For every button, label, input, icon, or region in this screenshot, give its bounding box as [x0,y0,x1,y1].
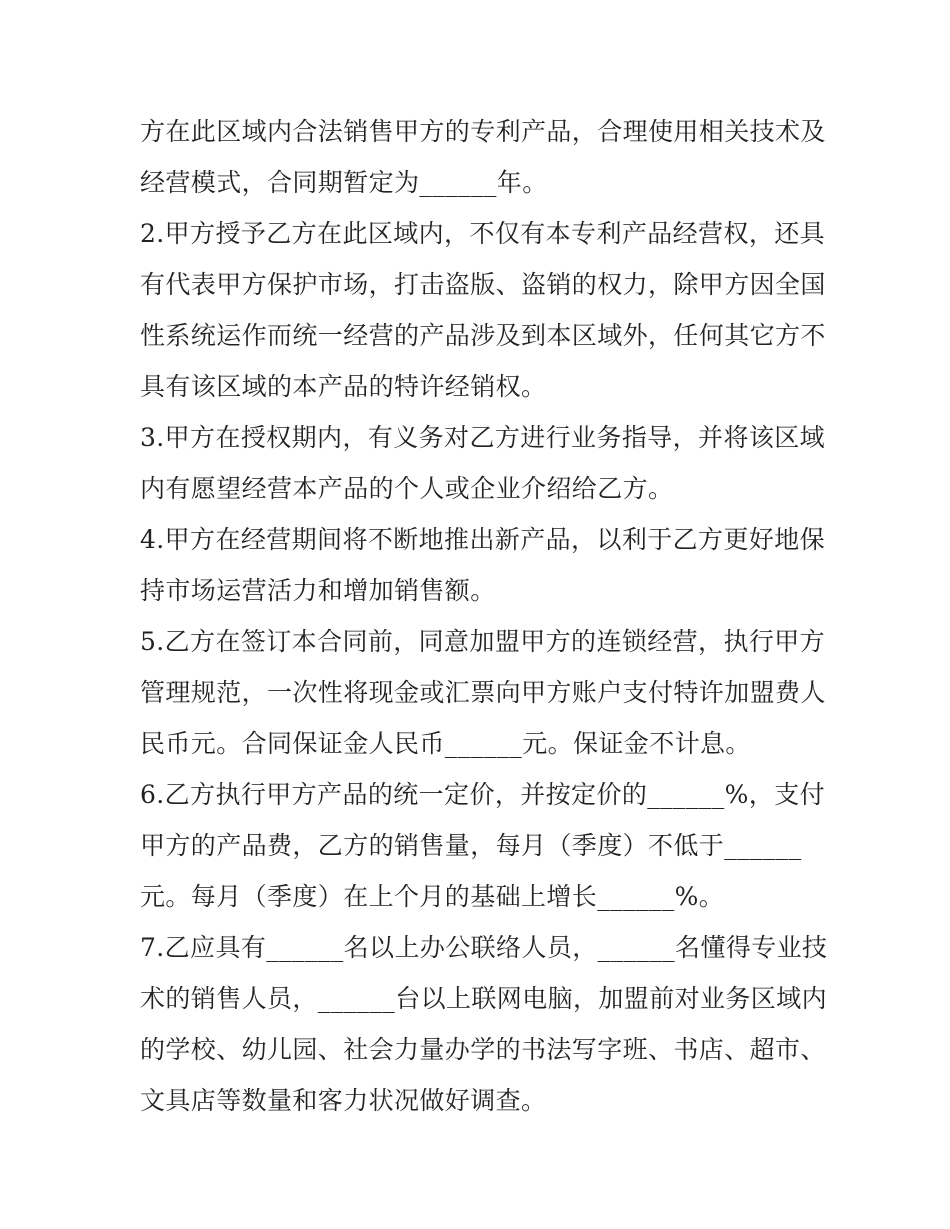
text-line: 术的销售人员，______台以上联网电脑，加盟前对业务区域内 [140,984,828,1013]
text-line: 具有该区域的本产品的特许经销权。 [140,372,547,401]
text-line: 6.乙方执行甲方产品的统一定价，并按定价的______%，支付 [140,780,826,809]
text-line: 3.甲方在授权期内，有义务对乙方进行业务指导，并将该区域 [140,423,826,452]
text-line: 经营模式，合同期暂定为______年。 [140,168,548,197]
text-line: 4.甲方在经营期间将不断地推出新产品，以利于乙方更好地保 [140,525,826,554]
text-line: 管理规范，一次性将现金或汇票向甲方账户支付特许加盟费人 [140,678,826,707]
text-line: 7.乙应具有______名以上办公联络人员，______名懂得专业技 [140,933,828,962]
text-line: 2.甲方授予乙方在此区域内，不仅有本专利产品经营权，还具 [140,219,826,248]
text-line: 元。每月（季度）在上个月的基础上增长______%。 [140,882,725,911]
text-line: 的学校、幼儿园、社会力量办学的书法写字班、书店、超市、 [140,1035,826,1064]
text-line: 持市场运营活力和增加销售额。 [140,576,496,605]
text-line: 有代表甲方保护市场，打击盗版、盗销的权力，除甲方因全国 [140,270,826,299]
text-line: 性系统运作而统一经营的产品涉及到本区域外，任何其它方不 [140,321,826,350]
text-line: 方在此区域内合法销售甲方的专利产品，合理使用相关技术及 [140,117,826,146]
text-line: 文具店等数量和客力状况做好调查。 [140,1086,547,1115]
contract-body [140,106,828,1126]
text-line: 民币元。合同保证金人民币______元。保证金不计息。 [140,729,751,758]
text-line: 内有愿望经营本产品的个人或企业介绍给乙方。 [140,474,674,503]
text-line: 甲方的产品费，乙方的销售量，每月（季度）不低于______ [140,831,802,860]
text-line: 5.乙方在签订本合同前，同意加盟甲方的连锁经营，执行甲方 [140,627,826,656]
